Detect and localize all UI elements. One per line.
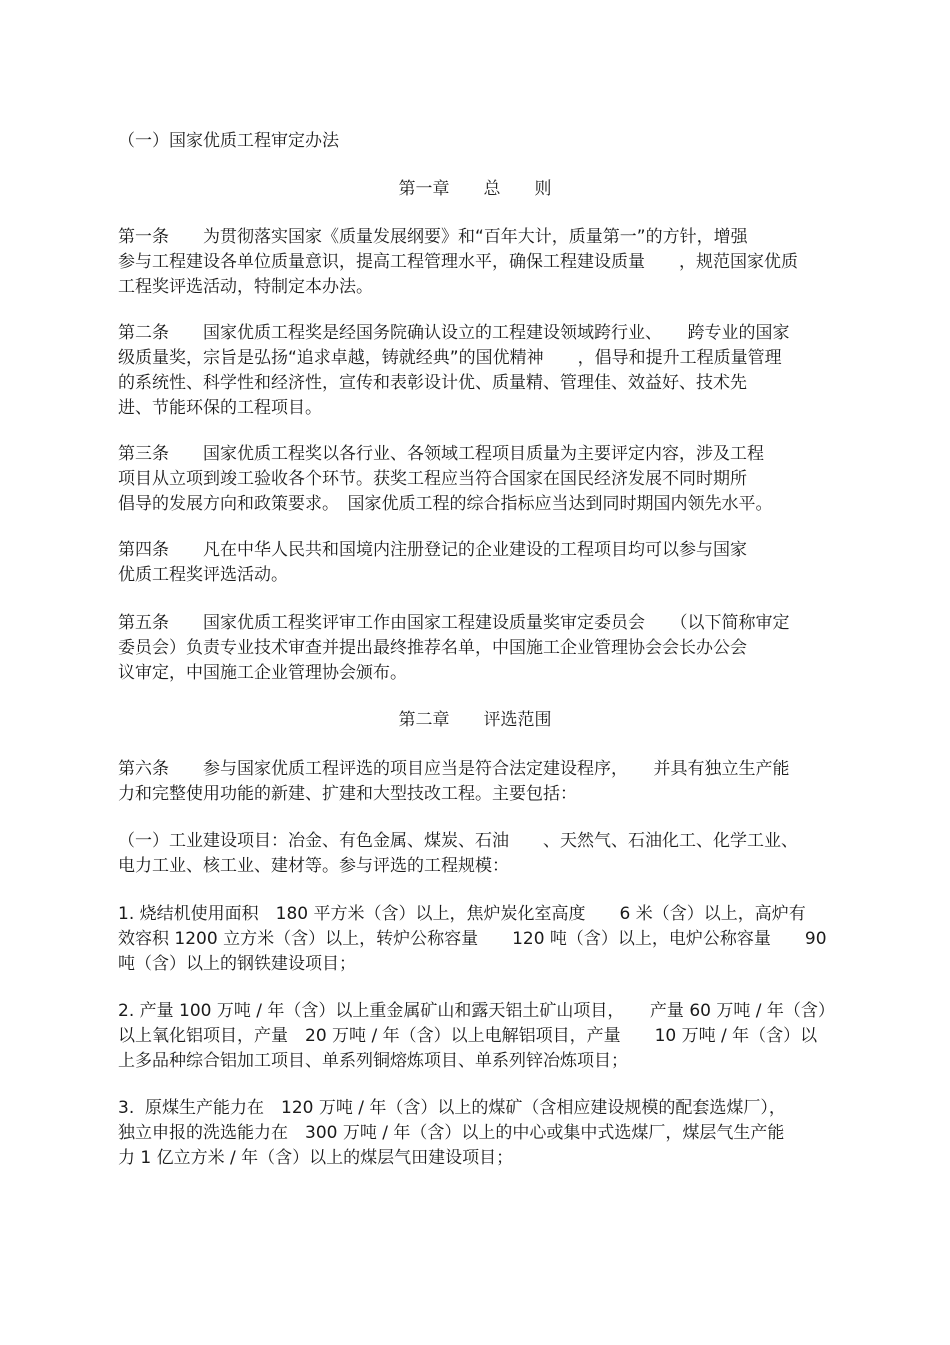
paragraph-line: 第三条 国家优质工程奖以各行业、各领域工程项目质量为主要评定内容，涉及工程 [118,444,764,464]
paragraph-line: 2. 产量 100 万吨 / 年（含）以上重金属矿山和露天铝土矿山项目， 产量 60 万吨 / 年（含） [118,1001,835,1021]
paragraph-line: 议审定，中国施工企业管理协会颁布。 [118,663,407,683]
paragraph-line: 独立申报的洗选能力在 300 万吨 / 年（含）以上的中心或集中式选煤厂，煤层气生产能 [118,1123,785,1143]
paragraph-line: 上多品种综合铝加工项目、单系列铜熔炼项目、单系列锌冶炼项目； [118,1051,628,1071]
paragraph-line: 参与工程建设各单位质量意识，提高工程管理水平，确保工程建设质量 ，规范国家优质 [118,252,798,272]
paragraph-line: 力 1 亿立方米 / 年（含）以上的煤层气田建设项目； [118,1148,514,1168]
paragraph-line: 级质量奖，宗旨是弘扬“追求卓越，铸就经典”的国优精神 ，倡导和提升工程质量管理 [118,348,782,368]
paragraph-line: 项目从立项到竣工验收各个环节。获奖工程应当符合国家在国民经济发展不同时期所 [118,469,747,489]
paragraph-line: 倡导的发展方向和政策要求。 国家优质工程的综合指标应当达到同时期国内领先水平。 [118,494,773,514]
paragraph-line: 第四条 凡在中华人民共和国境内注册登记的企业建设的工程项目均可以参与国家 [118,540,747,560]
chapter-heading: 第一章 总 则 [398,179,552,199]
paragraph-line: 的系统性、科学性和经济性，宣传和表彰设计优、质量精、管理佳、效益好、技术先 [118,373,747,393]
paragraph-line: 吨（含）以上的钢铁建设项目； [118,954,356,974]
paragraph-line: 3. 原煤生产能力在 120 万吨 / 年（含）以上的煤矿（含相应建设规模的配套选煤厂）， [118,1098,786,1118]
paragraph-line: 以上氧化铝项目，产量 20 万吨 / 年（含）以上电解铝项目，产量 10 万吨 / 年（含）以 [118,1026,818,1046]
paragraph-line: 效容积 1200 立方米（含）以上，转炉公称容量 120 吨（含）以上，电炉公称容量 90 [118,929,827,949]
paragraph-line: 电力工业、核工业、建材等。参与评选的工程规模： [118,856,509,876]
paragraph-line: 工程奖评选活动，特制定本办法。 [118,277,373,297]
chapter-heading: 第二章 评选范围 [398,710,552,730]
paragraph-line: （一）工业建设项目：冶金、有色金属、煤炭、石油 、天然气、石油化工、化学工业、 [118,831,798,851]
paragraph-line: 第二条 国家优质工程奖是经国务院确认设立的工程建设领域跨行业、 跨专业的国家 [118,323,790,343]
paragraph-line: 力和完整使用功能的新建、扩建和大型技改工程。主要包括： [118,784,577,804]
paragraph-line: 进、节能环保的工程项目。 [118,398,322,418]
paragraph-line: 1. 烧结机使用面积 180 平方米（含）以上，焦炉炭化室高度 6 米（含）以上，高炉有 [118,904,806,924]
paragraph-line: 优质工程奖评选活动。 [118,565,288,585]
paragraph-line: 第一条 为贯彻落实国家《质量发展纲要》和“百年大计，质量第一”的方针，增强 [118,227,748,247]
paragraph-line: 第五条 国家优质工程奖评审工作由国家工程建设质量奖审定委员会 （以下简称审定 [118,613,790,633]
document-title: （一）国家优质工程审定办法 [118,131,339,151]
paragraph-line: 第六条 参与国家优质工程评选的项目应当是符合法定建设程序， 并具有独立生产能 [118,759,790,779]
paragraph-line: 委员会）负责专业技术审查并提出最终推荐名单，中国施工企业管理协会会长办公会 [118,638,747,658]
